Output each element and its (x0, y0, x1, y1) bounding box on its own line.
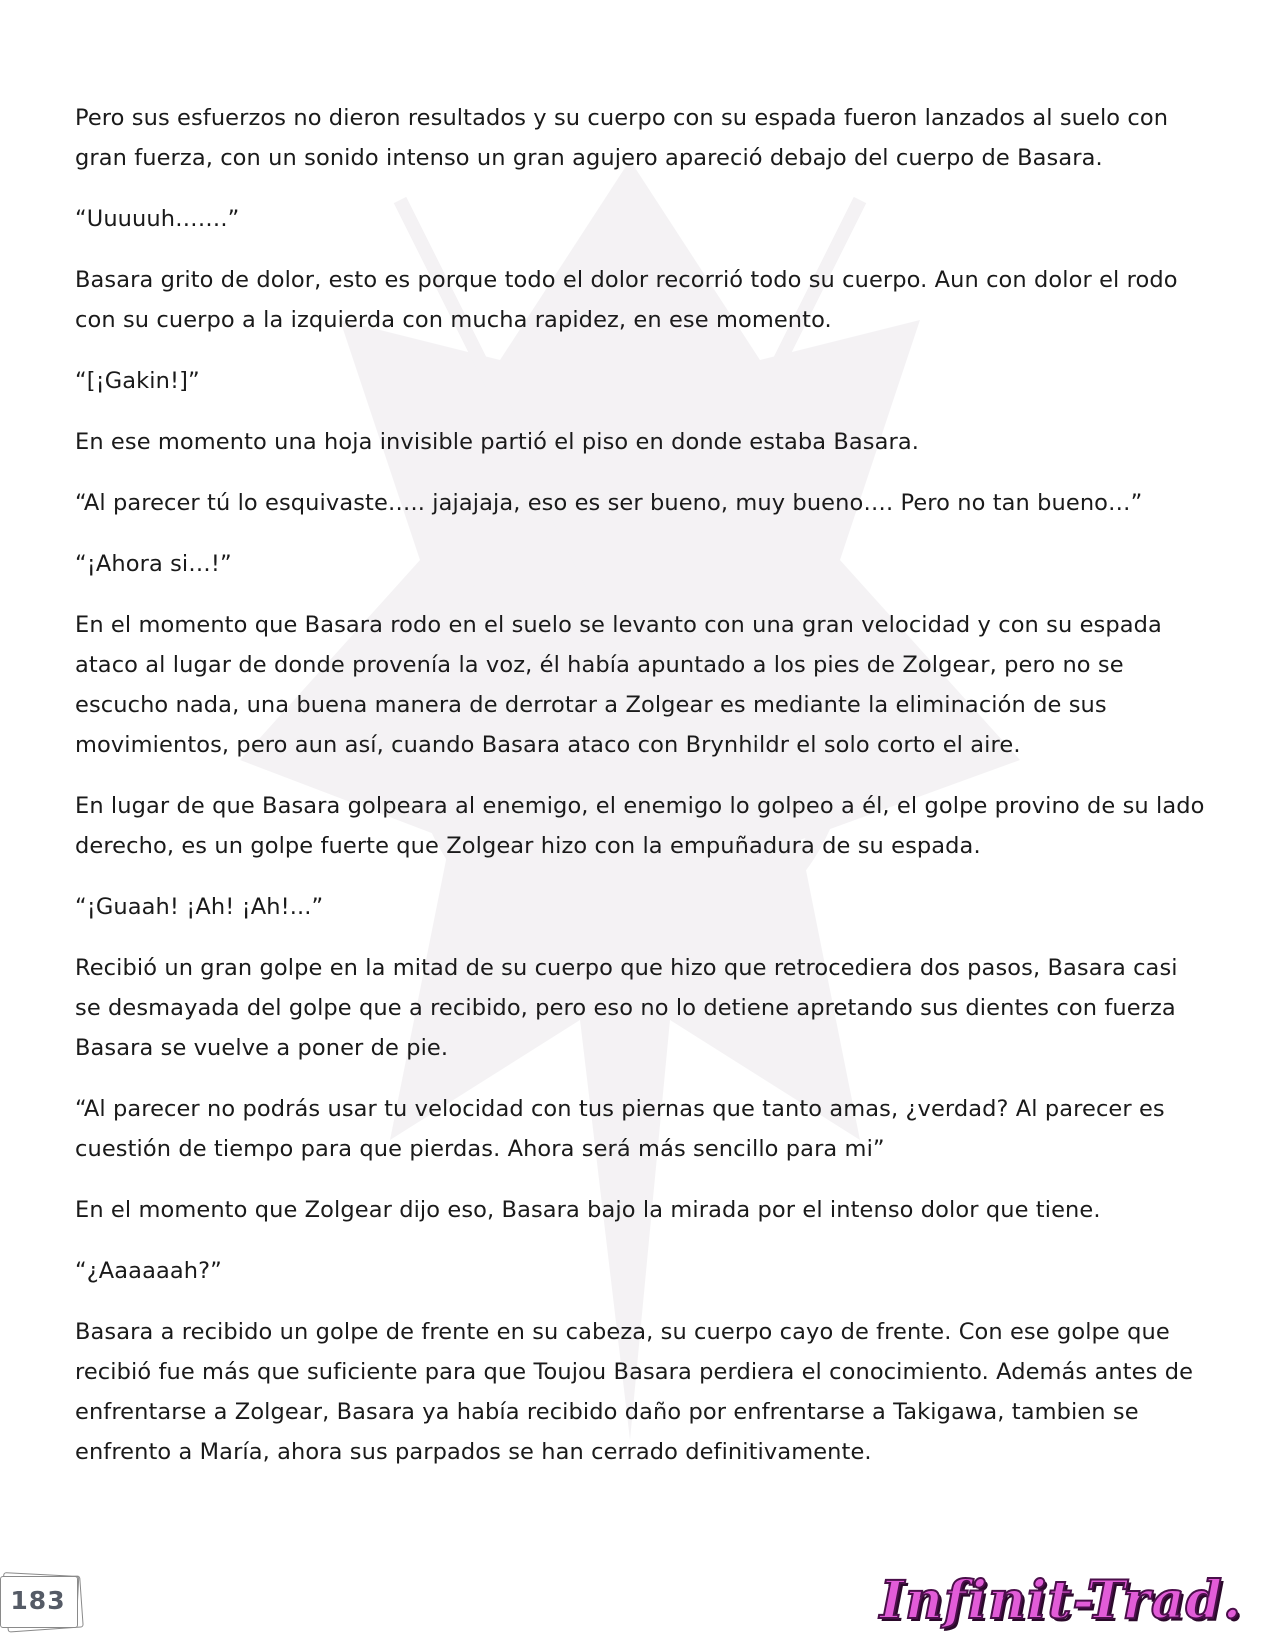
page-number-badge (0, 1572, 82, 1630)
chapter-text (75, 98, 1205, 1493)
dialogue-line: “[¡Gakin!]” (75, 368, 200, 394)
paragraph: Basara grito de dolor, esto es porque todo el dolor recorrió todo su cuerpo. Aun con dolor el rodo con su cuerpo a la izquierda con mucha rapidez, en ese momento. (75, 267, 1178, 333)
paragraph: Recibió un gran golpe en la mitad de su cuerpo que hizo que retrocediera dos pasos, Basara casi se desmayada del golpe que a recibido, pero eso no lo detiene apretando sus dientes con fuerza Basara se vuelve a poner de pie. (75, 955, 1178, 1061)
translator-logo (880, 1566, 1260, 1636)
dialogue-line: “¡Ahora si…!” (75, 551, 232, 577)
page-number: 183 (10, 1586, 66, 1615)
dialogue-line: “Uuuuuh…….” (75, 206, 240, 232)
paragraph: Basara a recibido un golpe de frente en su cabeza, su cuerpo cayo de frente. Con ese golpe que recibió fue más que suficiente para que Toujou Basara perdiera el conocimiento. Además antes de enfrentarse a Zolgear, Basara ya había recibido daño por enfrentarse a Takigawa, tambien se enfrento a María, ahora sus parpados se han cerrado definitivamente. (75, 1319, 1194, 1465)
paragraph: En ese momento una hoja invisible partió el piso en donde estaba Basara. (75, 429, 919, 455)
dialogue-line: “Al parecer tú lo esquivaste….. jajajaja, eso es ser bueno, muy bueno…. Pero no tan bueno…” (75, 490, 1143, 516)
paragraph: Pero sus esfuerzos no dieron resultados y su cuerpo con su espada fueron lanzados al suelo con gran fuerza, con un sonido intenso un gran agujero apareció debajo del cuerpo de Basara. (75, 105, 1169, 171)
dialogue-line: “¿Aaaaaah?” (75, 1258, 222, 1284)
paragraph: En el momento que Basara rodo en el suelo se levanto con una gran velocidad y con su espada ataco al lugar de donde provenía la voz, él había apuntado a los pies de Zolgear, pero no se escucho nada, una buena manera de derrotar a Zolgear es mediante la eliminación de sus movimientos, pero aun así, cuando Basara ataco con Brynhildr el solo corto el aire. (75, 612, 1162, 758)
dialogue-line: “¡Guaah! ¡Ah! ¡Ah!...” (75, 894, 324, 920)
paragraph: En lugar de que Basara golpeara al enemigo, el enemigo lo golpeo a él, el golpe provino de su lado derecho, es un golpe fuerte que Zolgear hizo con la empuñadura de su espada. (75, 793, 1205, 859)
logo-wordmark: Infinit-Trad. (879, 1570, 1242, 1631)
paragraph: En el momento que Zolgear dijo eso, Basara bajo la mirada por el intenso dolor que tiene. (75, 1197, 1101, 1223)
dialogue-line: “Al parecer no podrás usar tu velocidad con tus piernas que tanto amas, ¿verdad? Al parecer es cuestión de tiempo para que pierdas. Ahora será más sencillo para mi” (75, 1096, 1165, 1162)
